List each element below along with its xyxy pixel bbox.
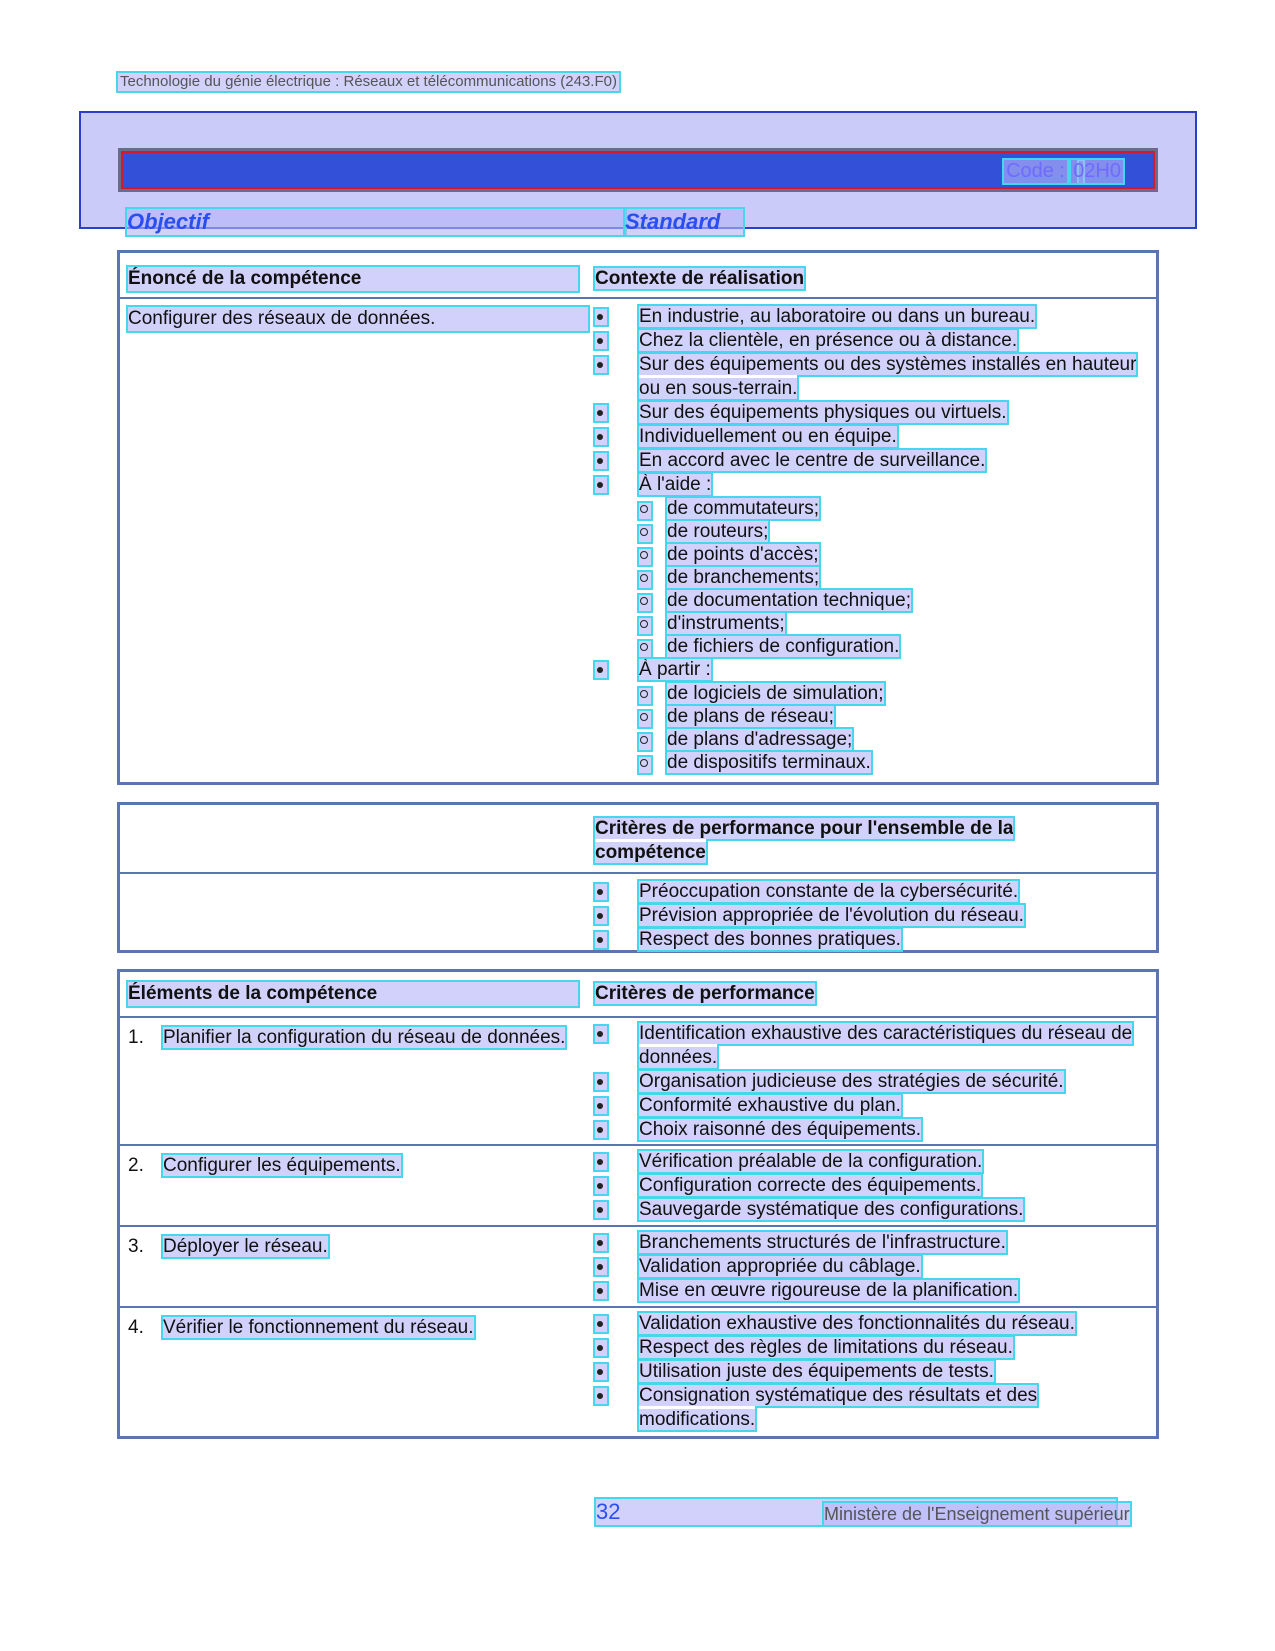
sub-list-item-text: de plans de réseau; bbox=[667, 706, 834, 727]
circle-bullet-icon bbox=[639, 595, 651, 611]
sub-list-item bbox=[639, 751, 1150, 774]
sub-list-item bbox=[639, 589, 1150, 612]
sub-list-item bbox=[639, 635, 1150, 658]
circle-bullet-icon bbox=[639, 526, 651, 542]
element-number: 2. bbox=[128, 1155, 144, 1176]
list-item-text: Mise en œuvre rigoureuse de la planification. bbox=[639, 1280, 1019, 1301]
bullet-icon bbox=[595, 1316, 607, 1332]
code-label: Code : bbox=[1006, 160, 1065, 182]
bullet-icon bbox=[595, 429, 607, 445]
list-item bbox=[595, 1255, 1150, 1279]
sub-list-item bbox=[639, 612, 1150, 635]
sub-list-item-text: de plans d'adressage; bbox=[667, 729, 853, 750]
criteria-list bbox=[595, 1312, 1150, 1432]
element-row bbox=[120, 1144, 1156, 1225]
bullet-icon bbox=[595, 1026, 607, 1042]
bullet-icon bbox=[595, 1364, 607, 1380]
element-row bbox=[120, 1306, 1156, 1438]
bullet-icon bbox=[595, 1098, 607, 1114]
list-item-text: Validation appropriée du câblage. bbox=[639, 1256, 921, 1277]
context-header: Contexte de réalisation bbox=[595, 268, 805, 289]
list-item bbox=[595, 1070, 1150, 1094]
list-item bbox=[595, 928, 1150, 952]
sub-list bbox=[639, 497, 1150, 658]
list-item-text: En accord avec le centre de surveillance. bbox=[639, 450, 986, 471]
list-item bbox=[595, 1198, 1150, 1222]
elements-body bbox=[120, 1016, 1156, 1438]
global-criteria-header: Critères de performance pour l'ensemble de la compétence bbox=[595, 818, 1014, 863]
criteria-list bbox=[595, 1022, 1150, 1142]
circle-bullet-icon bbox=[639, 711, 651, 727]
list-item-text: Organisation judicieuse des stratégies de sécurité. bbox=[639, 1071, 1064, 1092]
list-item bbox=[595, 1094, 1150, 1118]
global-criteria-body-row bbox=[120, 872, 1156, 952]
sub-list-item-text: de dispositifs terminaux. bbox=[667, 752, 871, 773]
sub-list-item bbox=[639, 705, 1150, 728]
circle-bullet-icon bbox=[639, 618, 651, 634]
sub-list-item bbox=[639, 566, 1150, 589]
list-item-text: Sauvegarde systématique des configurations. bbox=[639, 1199, 1024, 1220]
element-number: 4. bbox=[128, 1317, 144, 1338]
list-item-text: Branchements structurés de l'infrastructure. bbox=[639, 1232, 1006, 1253]
element-text bbox=[128, 1154, 588, 1178]
global-criteria-list bbox=[595, 880, 1150, 952]
bullet-icon bbox=[595, 1178, 607, 1194]
sub-list-item-text: de documentation technique; bbox=[667, 590, 912, 611]
context-list bbox=[595, 305, 1150, 774]
list-item-text: Utilisation juste des équipements de tests. bbox=[639, 1361, 994, 1382]
bullet-icon bbox=[595, 333, 607, 349]
list-item-text: Conformité exhaustive du plan. bbox=[639, 1095, 901, 1116]
bullet-icon bbox=[595, 477, 607, 493]
criteria-list bbox=[595, 1150, 1150, 1222]
list-item bbox=[595, 904, 1150, 928]
list-item bbox=[595, 1279, 1150, 1303]
list-item bbox=[595, 1231, 1150, 1255]
list-item-text: Préoccupation constante de la cybersécurité. bbox=[639, 881, 1019, 902]
element-row bbox=[120, 1016, 1156, 1144]
list-item-text: Prévision appropriée de l'évolution du réseau. bbox=[639, 905, 1024, 926]
list-item bbox=[595, 1022, 1150, 1070]
sub-list-item-text: de commutateurs; bbox=[667, 498, 820, 519]
sub-list-item bbox=[639, 728, 1150, 751]
competency-statement: Configurer des réseaux de données. bbox=[128, 307, 588, 331]
sub-list-item-text: de branchements; bbox=[667, 567, 820, 588]
list-item bbox=[595, 353, 1150, 401]
elements-table-header-row bbox=[120, 972, 1156, 1016]
list-item-text: Individuellement ou en équipe. bbox=[639, 426, 897, 447]
element-description: Vérifier le fonctionnement du réseau. bbox=[163, 1317, 474, 1338]
sub-list-item-text: de routeurs; bbox=[667, 521, 769, 542]
context-table-header-row bbox=[120, 253, 1156, 297]
footer-organization: Ministère de l'Enseignement supérieur bbox=[824, 1504, 1130, 1524]
list-item bbox=[595, 329, 1150, 353]
element-description: Configurer les équipements. bbox=[163, 1155, 401, 1176]
sub-list-item-text: d'instruments; bbox=[667, 613, 785, 634]
global-criteria-header-row bbox=[120, 805, 1156, 872]
list-item bbox=[595, 658, 1150, 774]
list-item bbox=[595, 1118, 1150, 1142]
bullet-icon bbox=[595, 1074, 607, 1090]
sub-list-item bbox=[639, 497, 1150, 520]
bullet-icon bbox=[595, 1259, 607, 1275]
list-item-text: Respect des règles de limitations du réseau. bbox=[639, 1337, 1013, 1358]
element-number: 1. bbox=[128, 1027, 144, 1048]
bullet-icon bbox=[595, 1283, 607, 1299]
bullet-icon bbox=[595, 908, 607, 924]
elements-header: Éléments de la compétence bbox=[128, 982, 578, 1006]
element-number: 3. bbox=[128, 1236, 144, 1257]
sub-list bbox=[639, 682, 1150, 774]
bullet-icon bbox=[595, 405, 607, 421]
bullet-icon bbox=[595, 1154, 607, 1170]
list-item bbox=[595, 1360, 1150, 1384]
global-criteria-table bbox=[117, 802, 1159, 953]
list-item-text: Sur des équipements physiques ou virtuels. bbox=[639, 402, 1007, 423]
criteria-list bbox=[595, 1231, 1150, 1303]
element-text bbox=[128, 1316, 588, 1340]
competency-code-bar bbox=[118, 148, 1158, 192]
page-number: 32 bbox=[596, 1499, 1116, 1525]
list-item-text: Consignation systématique des résultats et des modifications. bbox=[639, 1385, 1038, 1430]
bullet-icon bbox=[595, 1340, 607, 1356]
list-item-text: À partir : bbox=[639, 659, 711, 680]
list-item bbox=[595, 1150, 1150, 1174]
element-text bbox=[128, 1235, 588, 1259]
list-item bbox=[595, 1312, 1150, 1336]
list-item-text: Respect des bonnes pratiques. bbox=[639, 929, 901, 950]
standard-heading: Standard bbox=[625, 209, 743, 235]
objectif-heading: Objectif bbox=[127, 209, 625, 235]
list-item bbox=[595, 1384, 1150, 1432]
list-item bbox=[595, 880, 1150, 904]
list-item-text: Identification exhaustive des caractéristiques du réseau de données. bbox=[639, 1023, 1133, 1068]
criteria-header: Critères de performance bbox=[595, 983, 815, 1004]
list-item-text: Chez la clientèle, en présence ou à distance. bbox=[639, 330, 1018, 351]
list-item-text: Configuration correcte des équipements. bbox=[639, 1175, 982, 1196]
document-header: Technologie du génie électrique : Réseaux et télécommunications (243.F0) bbox=[120, 73, 617, 90]
bullet-icon bbox=[595, 1388, 607, 1404]
bullet-icon bbox=[595, 1235, 607, 1251]
list-item bbox=[595, 401, 1150, 425]
bullet-icon bbox=[595, 453, 607, 469]
list-item-text: Vérification préalable de la configuration. bbox=[639, 1151, 983, 1172]
sub-list-item-text: de logiciels de simulation; bbox=[667, 683, 884, 704]
list-item bbox=[595, 473, 1150, 658]
context-table bbox=[117, 250, 1159, 785]
list-item-text: Validation exhaustive des fonctionnalités du réseau. bbox=[639, 1313, 1075, 1334]
list-item bbox=[595, 449, 1150, 473]
sub-list-item-text: de fichiers de configuration. bbox=[667, 636, 900, 657]
list-item bbox=[595, 1336, 1150, 1360]
list-item-text: Sur des équipements ou des systèmes installés en hauteur ou en sous-terrain. bbox=[639, 354, 1137, 399]
circle-bullet-icon bbox=[639, 572, 651, 588]
element-text bbox=[128, 1026, 588, 1050]
bullet-icon bbox=[595, 1202, 607, 1218]
bullet-icon bbox=[595, 1122, 607, 1138]
sub-list-item bbox=[639, 682, 1150, 705]
circle-bullet-icon bbox=[639, 757, 651, 773]
circle-bullet-icon bbox=[639, 641, 651, 657]
statement-header: Énoncé de la compétence bbox=[128, 267, 578, 291]
bullet-icon bbox=[595, 309, 607, 325]
bullet-icon bbox=[595, 357, 607, 373]
element-description: Planifier la configuration du réseau de données. bbox=[163, 1027, 566, 1048]
circle-bullet-icon bbox=[639, 549, 651, 565]
list-item-text: À l'aide : bbox=[639, 474, 712, 495]
list-item bbox=[595, 425, 1150, 449]
element-row bbox=[120, 1225, 1156, 1306]
list-item-text: En industrie, au laboratoire ou dans un bureau. bbox=[639, 306, 1036, 327]
list-item bbox=[595, 305, 1150, 329]
circle-bullet-icon bbox=[639, 688, 651, 704]
element-description: Déployer le réseau. bbox=[163, 1236, 328, 1257]
sub-list-item bbox=[639, 543, 1150, 566]
code-value: 02H0 bbox=[1073, 160, 1121, 182]
bullet-icon bbox=[595, 932, 607, 948]
list-item-text: Choix raisonné des équipements. bbox=[639, 1119, 922, 1140]
elements-table bbox=[117, 969, 1159, 1439]
sub-list-item bbox=[639, 520, 1150, 543]
circle-bullet-icon bbox=[639, 734, 651, 750]
circle-bullet-icon bbox=[639, 503, 651, 519]
bullet-icon bbox=[595, 884, 607, 900]
context-table-body-row bbox=[120, 297, 1156, 784]
list-item bbox=[595, 1174, 1150, 1198]
sub-list-item-text: de points d'accès; bbox=[667, 544, 819, 565]
bullet-icon bbox=[595, 662, 607, 678]
